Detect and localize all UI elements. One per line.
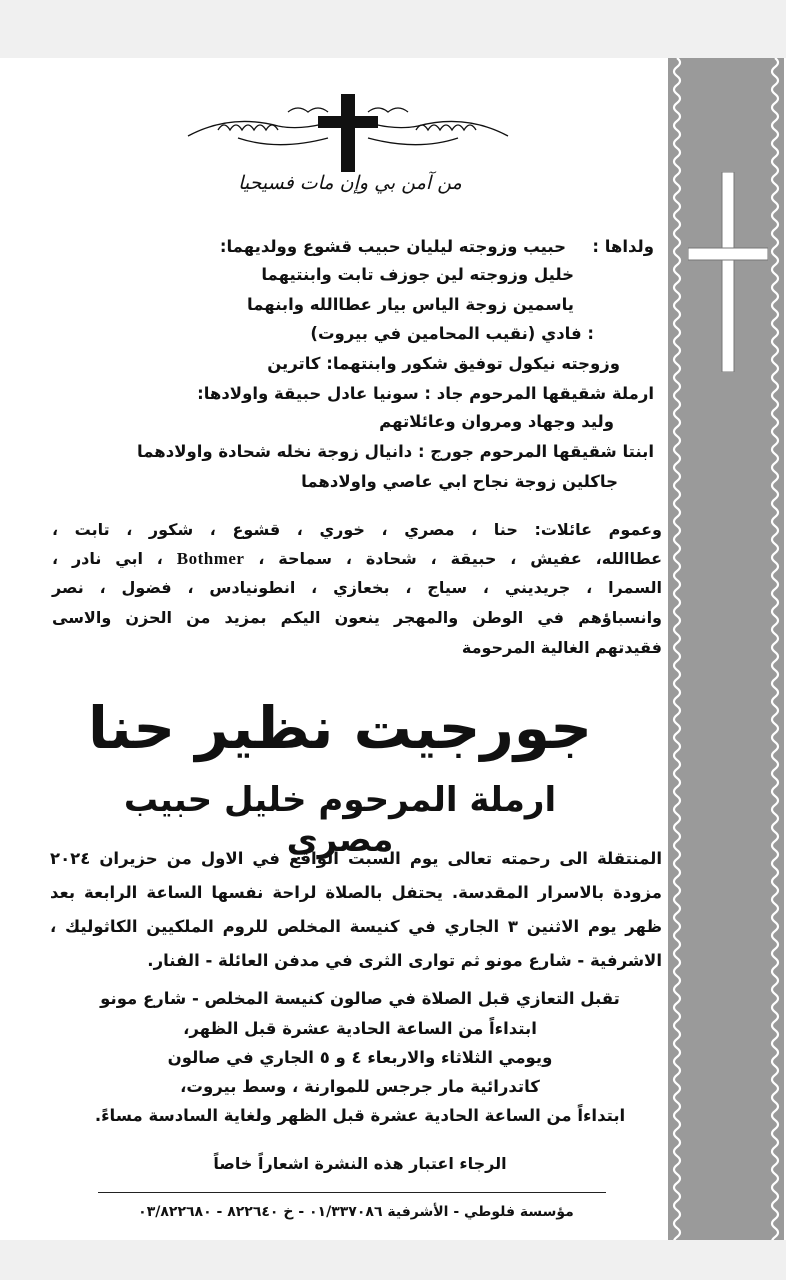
wavy-border-left <box>668 58 686 1240</box>
son-2: : فادي (نقيب المحامين في بيروت) <box>310 324 594 343</box>
families-line-4: وانسباؤهم في الوطن والمهجر ينعون اليكم بمزيد من الحزن والاسى <box>52 608 662 627</box>
families-line-2 <box>52 545 662 572</box>
nieces-2: جاكلين زوجة نجاح ابي عاصي واولادهما <box>301 472 618 491</box>
son-2-wife: وزوجته نيكول توفيق شكور وابنتهما: كاترين <box>267 354 620 373</box>
nieces: ابنتا شقيقها المرحوم جورج : دانيال زوجة نخله شحادة واولادهما <box>137 442 654 461</box>
sons-label: ولداها : <box>592 237 654 256</box>
wavy-border-right <box>766 58 784 1240</box>
families-line-5: فقيدتهم الغالية المرحومة <box>461 638 662 657</box>
ornamental-cross-icon <box>178 90 518 174</box>
private-notice: الرجاء اعتبار هذه النشرة اشعاراً خاصاً <box>213 1154 507 1173</box>
details-line-4: الاشرفية - شارع مونو ثم توارى الثرى في مدفن العائلة - الفنار. <box>147 951 662 970</box>
condolence-line-2: ابتداءاً من الساعة الحادية عشرة قبل الظهر، <box>183 1019 537 1038</box>
footer-divider <box>98 1192 606 1193</box>
families-line-1: وعموم عائلات: حنا ، مصري ، خوري ، قشوع ، شكور ، تابت ، <box>52 520 662 539</box>
deceased-title: ارملة المرحوم خليل حبيب مصري <box>123 780 557 860</box>
details-line-3: ظهر يوم الاثنين ٣ الجاري في كنيسة المخلص للروم الملكيين الكاثوليك ، <box>50 917 662 936</box>
condolence-line-1: تقبل التعازي قبل الصلاة في صالون كنيسة المخلص - شارع مونو <box>100 989 620 1008</box>
bothmer-name: Bothmer <box>176 549 245 568</box>
details-line-2: مزودة بالاسرار المقدسة. يحتفل بالصلاة لراحة نفسها الساعة الرابعة بعد <box>50 883 662 902</box>
families-line-3: السمرا ، جريديني ، سياج ، بخعازي ، انطونيادس ، فضول ، نصر <box>52 578 662 597</box>
condolence-line-5: ابتداءاً من الساعة الحادية عشرة قبل الظهر ولغاية السادسة مساءً. <box>94 1106 626 1125</box>
condolence-line-3: ويومي الثلاثاء والاربعاء ٤ و ٥ الجاري في صالون <box>167 1048 553 1067</box>
son-1-child-2: ياسمين زوجة الياس بيار عطاالله وابنهما <box>247 295 574 314</box>
deceased-name: جورجيت نظير حنا <box>87 694 593 762</box>
son-1: حبيب وزوجته ليليان حبيب قشوع وولديهما: <box>219 237 566 256</box>
cross-icon <box>688 172 768 372</box>
son-1-child-1: خليل وزوجته لين جوزف تابت وابنتيهما <box>261 265 574 284</box>
families-line-2a: عطاالله، عفيش ، حبيقة ، شحادة ، سماحة ، <box>258 549 662 568</box>
condolence-line-4: كاتدرائية مار جرجس للموارنة ، وسط بيروت، <box>180 1077 540 1096</box>
details-line-1: المنتقلة الى رحمته تعالى يوم السبت الواقع في الاول من حزيران ٢٠٢٤ <box>50 849 662 868</box>
brother-widow-children: وليد وجهاد ومروان وعائلاتهم <box>379 412 614 431</box>
families-line-2c: ، ابي نادر ، <box>52 549 163 568</box>
footer-funeral-home: مؤسسة فلوطي - الأشرفية ٠١/٣٣٧٠٨٦ - خ ٨٢٢٦٤٠ - ٠٣/٨٢٢٦٨٠ <box>138 1204 574 1220</box>
brother-widow: ارملة شقيقها المرحوم جاد : سونيا عادل حبيقة واولادها: <box>197 384 654 403</box>
scripture-verse: من آمن بي وإن مات فسيحيا <box>238 172 462 194</box>
